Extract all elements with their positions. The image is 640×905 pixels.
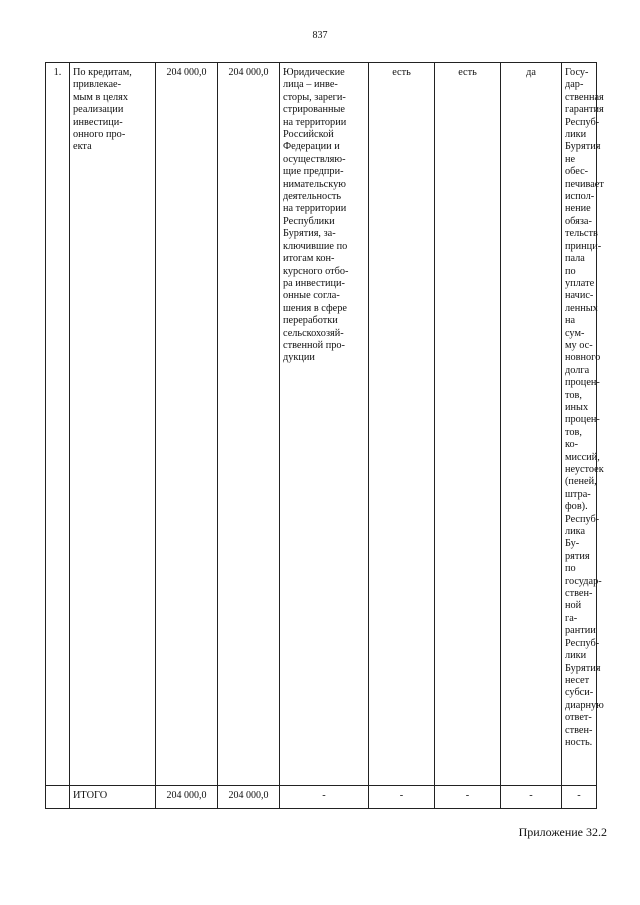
row-number-cell: [46, 63, 70, 786]
total-amount-1: 204 000,0: [166, 790, 207, 801]
total-note: -: [577, 790, 581, 801]
total-amount-2: 204 000,0: [228, 790, 269, 801]
recipients-text: Юридические лица – инве- сторы, зареги- стрированные на территории Российской Федерации и осуществляю- щие предпри- нимательскую деятельность на территории Республики Бурятия, за- ключившие по итогам кон- курсного отбо- ра инвестици- онные согла- шения в сфере переработки сельскохозяй- ственной про- дукции: [283, 67, 349, 364]
appendix-label: Приложение 32.2: [518, 825, 607, 839]
total-flag-6: -: [465, 790, 470, 801]
total-flag-cell-7: [501, 786, 562, 809]
page-number: 837: [312, 30, 328, 41]
note-cell: [562, 63, 604, 786]
flag-5: есть: [392, 67, 411, 78]
flag-6: есть: [458, 67, 477, 78]
amount-2: 204 000,0: [228, 67, 269, 78]
amount-cell-2: [218, 63, 280, 786]
flag-7: да: [526, 67, 536, 78]
total-flag-cell-6: [435, 786, 501, 809]
total-number-cell: [46, 786, 70, 809]
purpose-text: По кредитам, привлекае- мым в целях реализации инвестици- онного про- екта: [73, 67, 132, 153]
total-amount-cell-1: [156, 786, 218, 809]
total-amount-cell-2: [218, 786, 280, 809]
row-number: 1.: [53, 67, 62, 78]
total-note-cell: [562, 786, 597, 809]
total-label: ИТОГО: [73, 790, 108, 801]
total-flag-7: -: [529, 790, 533, 801]
table-row: [46, 63, 597, 786]
total-flag-5: -: [399, 790, 404, 801]
note-text: Госу- дар- ственная гарантия Респуб- лики Бурятия не обес- печивает испол- нение обяза- тельств принци- пала по уплате начис- ленных на сум- му ос- новного долга процен- тов, иных процен- тов, ко- миссий, неустоек (пеней, штра- фов). Респуб- лика Бу- рятия по государ- ствен- ной га- рантии Респуб- лики Бурятия несет субси- диарную ответ- ствен- ность.: [565, 67, 604, 748]
total-recipients: -: [322, 790, 326, 801]
amount-1: 204 000,0: [166, 67, 207, 78]
guarantee-table: [45, 62, 604, 809]
flag-cell-6: [435, 63, 501, 786]
flag-cell-7: [501, 63, 562, 786]
recipients-cell: [280, 63, 369, 786]
total-recipients-cell: [280, 786, 369, 809]
flag-cell-5: [369, 63, 435, 786]
purpose-cell: [70, 63, 156, 786]
total-row: [46, 786, 597, 809]
amount-cell-1: [156, 63, 218, 786]
total-label-cell: [70, 786, 156, 809]
total-flag-cell-5: [369, 786, 435, 809]
